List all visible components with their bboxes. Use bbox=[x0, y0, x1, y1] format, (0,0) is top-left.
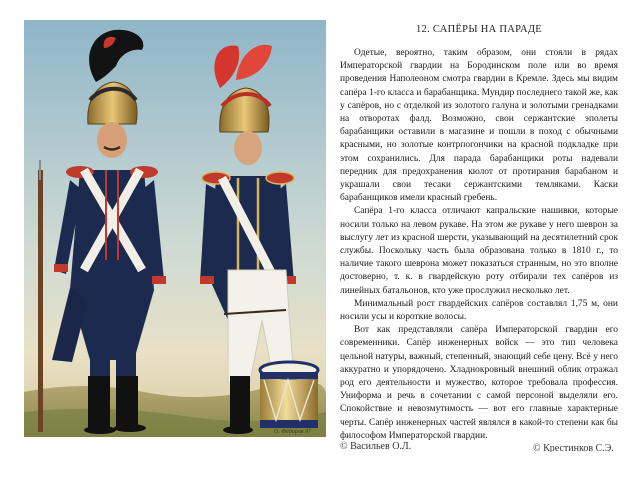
drum bbox=[260, 362, 318, 428]
drum-bottom-hoop bbox=[260, 420, 318, 428]
sapper-right-leg bbox=[116, 320, 136, 380]
drummer-right-epaulette bbox=[266, 172, 294, 184]
sapper-left-cuff bbox=[54, 264, 68, 272]
drummer-left-gaiter bbox=[230, 376, 250, 428]
sapper-right-shoe bbox=[114, 424, 146, 432]
credit-text-author: © Васильев О.Л. bbox=[340, 441, 412, 452]
artist-signature: О. Фёдоров 97 bbox=[274, 429, 311, 435]
body-text bbox=[340, 47, 618, 443]
text-column bbox=[340, 24, 618, 443]
sapper-face bbox=[97, 122, 127, 158]
drummer-face bbox=[234, 131, 262, 165]
sapper-right-gaiter bbox=[116, 376, 138, 426]
paragraph: Вот как представляли сапёра Императорской гвардии его современники. Сапёр инженерных войск — это тип человека цельной натуры, важный, степенный, знающий себе цену. Всё у него аккуратно и упорядочено. Хладнокровный внешний облик отражал род его деятельности и мужество, которое требовала профессия. Униформа и речь в сочетании с самой персоной выделяли его. Спокойствие и невозмутимость — вот его главные характерные черты. Сапёр инженерных частей являлся в какой-то степени как бы философом Императорской гвардии. bbox=[340, 325, 618, 441]
sapper-left-gaiter bbox=[88, 376, 110, 428]
credit-illustration-author: © Крестинков С.Э. bbox=[533, 443, 614, 452]
sapper-right-cuff bbox=[152, 276, 166, 284]
uniform-illustration bbox=[24, 20, 326, 437]
musket-stock bbox=[38, 170, 43, 432]
sapper-left-leg bbox=[90, 320, 110, 380]
chapter-title: 12. САПЁРЫ НА ПАРАДЕ bbox=[415, 24, 543, 35]
sapper-left-shoe bbox=[84, 426, 116, 434]
paragraph: Одетые, вероятно, таким образом, они стояли в рядах Императорской гвардии на Бородинском поле или во время проведения Наполеоном смотра гвардии в Кремле. Здесь мы видим сапёра 1-го класса и барабанщика. Мундир последнего такой же, как у сапёров, но с отделкой из золотого галуна и золотыми гренадками на отворотах фалд. Возможно, свои сержантские эполеты барабанщики оставили в магазине и пошли в поход с обычными красными, но золотые контрпогончики на красной подкладке при этом сохранились. Для парада барабанщики роты надевали передник для предохранения кюлот от протирания барабаном и украшали свои тесаки сержантскими темляками. Каски барабанщиков имели красный гребень. bbox=[340, 48, 618, 204]
paragraph: Сапёра 1-го класса отличают капральские нашивки, которые носили только на левом рукаве. На этом же рукаве у него шеврон за выслугу лет из красной шерсти, указывающий на десятилетний срок службы. Поскольку часть была образована только в 1810 г., то наличие такого шеврона может показаться странным, но это вполне достоверно, т. к. в гвардейскую роту отбирали тех сапёров из линейных батальонов, кто уже прослужил несколько лет. bbox=[340, 206, 618, 296]
illustration-drawing bbox=[24, 20, 326, 437]
drummer-left-shoe bbox=[223, 426, 253, 434]
drum-top-hoop bbox=[260, 372, 318, 379]
drummer-left-cuff bbox=[200, 276, 214, 284]
musket-barrel bbox=[39, 160, 41, 180]
paragraph: Минимальный рост гвардейских сапёров составлял 1,75 м, они носили усы и короткие волосы. bbox=[340, 298, 618, 323]
